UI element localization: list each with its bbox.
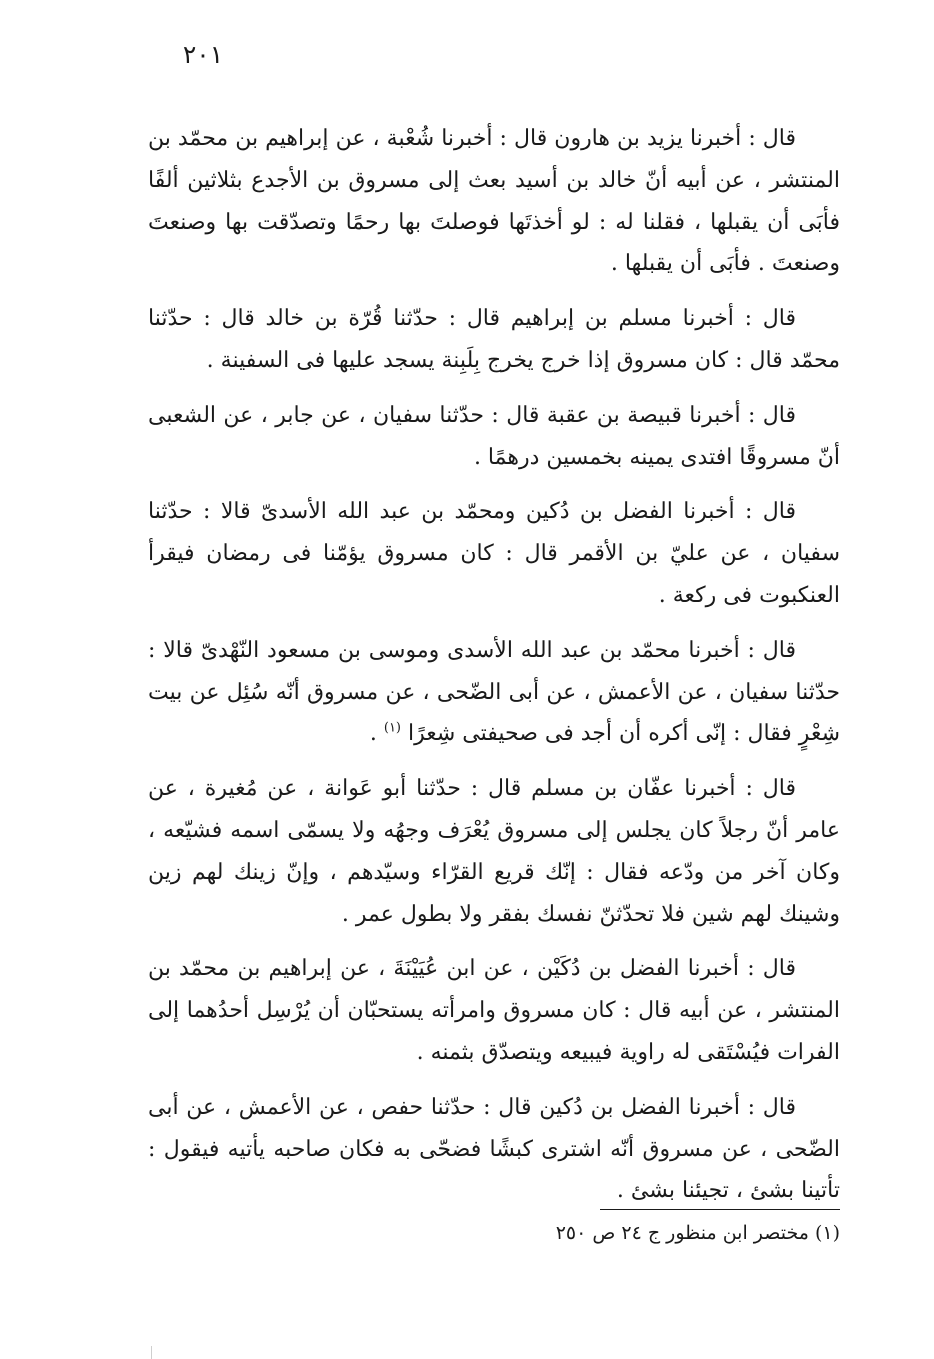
footnote-reference: (١) bbox=[383, 721, 401, 737]
paragraph-6: قال : أخبرنا عفّان بن مسلم قال : حدّثنا أبو عَوانة ، عن مُغيرة ، عن عامر أنّ رجلاً كان يجلس إلى مسروق يُعْرَف وجهُه ولا يسمّى اسمه فشيّعه ، وكان آخر من ودّعه فقال : إنّك قريع القرّاء وسيّدهم ، وإنّ زينك لهم زين وشينك لهم شين فلا تحدّثنّ نفسك بفقر ولا بطول عمر . bbox=[148, 776, 840, 927]
paragraph-4: قال : أخبرنا الفضل بن دُكين ومحمّد بن عبد الله الأسدىّ قالا : حدّثنا سفيان ، عن عليّ بن الأقمر قال : كان مسروق يؤمّنا فى رمضان فيقرأ العنكبوت فى ركعة . bbox=[148, 499, 840, 608]
paragraph-5 bbox=[148, 630, 840, 755]
footnote: (١) مختصر ابن منظور ج ٢٤ ص ٢٥٠ bbox=[555, 1222, 840, 1244]
paragraph-1: قال : أخبرنا يزيد بن هارون قال : أخبرنا شُعْبة ، عن إبراهيم بن محمّد بن المنتشر ، عن أبيه أنّ خالد بن أسيد بعث إلى مسروق بن الأجدع بثلاثين ألفًا فأبَى أن يقبلها ، فقلنا له : لو أخذتَها فوصلتَ بها رحمًا وتصدّقت بها وصنعتَ وصنعتَ . فأبَى أن يقبلها . bbox=[148, 126, 840, 277]
paragraph-3: قال : أخبرنا قبيصة بن عقبة قال : حدّثنا سفيان ، عن جابر ، عن الشعبى أنّ مسروقًا افتدى يمينه بخمسين درهمًا . bbox=[148, 402, 840, 470]
paragraph-7: قال : أخبرنا الفضل بن دُكَيْن ، عن ابن عُيَيْنَةَ ، عن إبراهيم بن محمّد بن المنتشر ، عن أبيه قال : كان مسروق وامرأته يستحبّان أن يُرْسِل أحدُهما إلى الفرات فيُسْتَقى له راوية فيبيعه ويتصدّق بثمنه . bbox=[148, 956, 840, 1065]
paragraph-5-end: . bbox=[369, 721, 384, 747]
paragraph-2: قال : أخبرنا مسلم بن إبراهيم قال : حدّثنا قُرّة بن خالد قال : حدّثنا محمّد قال : كان مسروق إذا خرج يخرج بِلَبِنة يسجد عليها فى السفينة . bbox=[148, 306, 840, 373]
page-number: ٢٠١ bbox=[182, 40, 224, 69]
main-text bbox=[148, 118, 840, 1212]
scan-mark bbox=[151, 1346, 152, 1359]
paragraph-8: قال : أخبرنا الفضل بن دُكين قال : حدّثنا حفص ، عن الأعمش ، عن أبى الضّحى ، عن مسروق أنّه اشترى كبشًا فضحّى به فكان صاحبه يأتيه فيقول : تأتينا بشئ ، تجيئنا بشئ . bbox=[148, 1094, 840, 1204]
footnote-divider bbox=[600, 1209, 840, 1210]
paragraph-5-text: قال : أخبرنا محمّد بن عبد الله الأسدى وموسى بن مسعود النّهْدىّ قالا : حدّثنا سفيان ، عن الأعمش ، عن أبى الضّحى ، عن مسروق أنّه سُئِل عن بيت شِعْرٍ فقال : إنّى أكره أن أجد فى صحيفتى شِعرًا bbox=[148, 637, 840, 747]
